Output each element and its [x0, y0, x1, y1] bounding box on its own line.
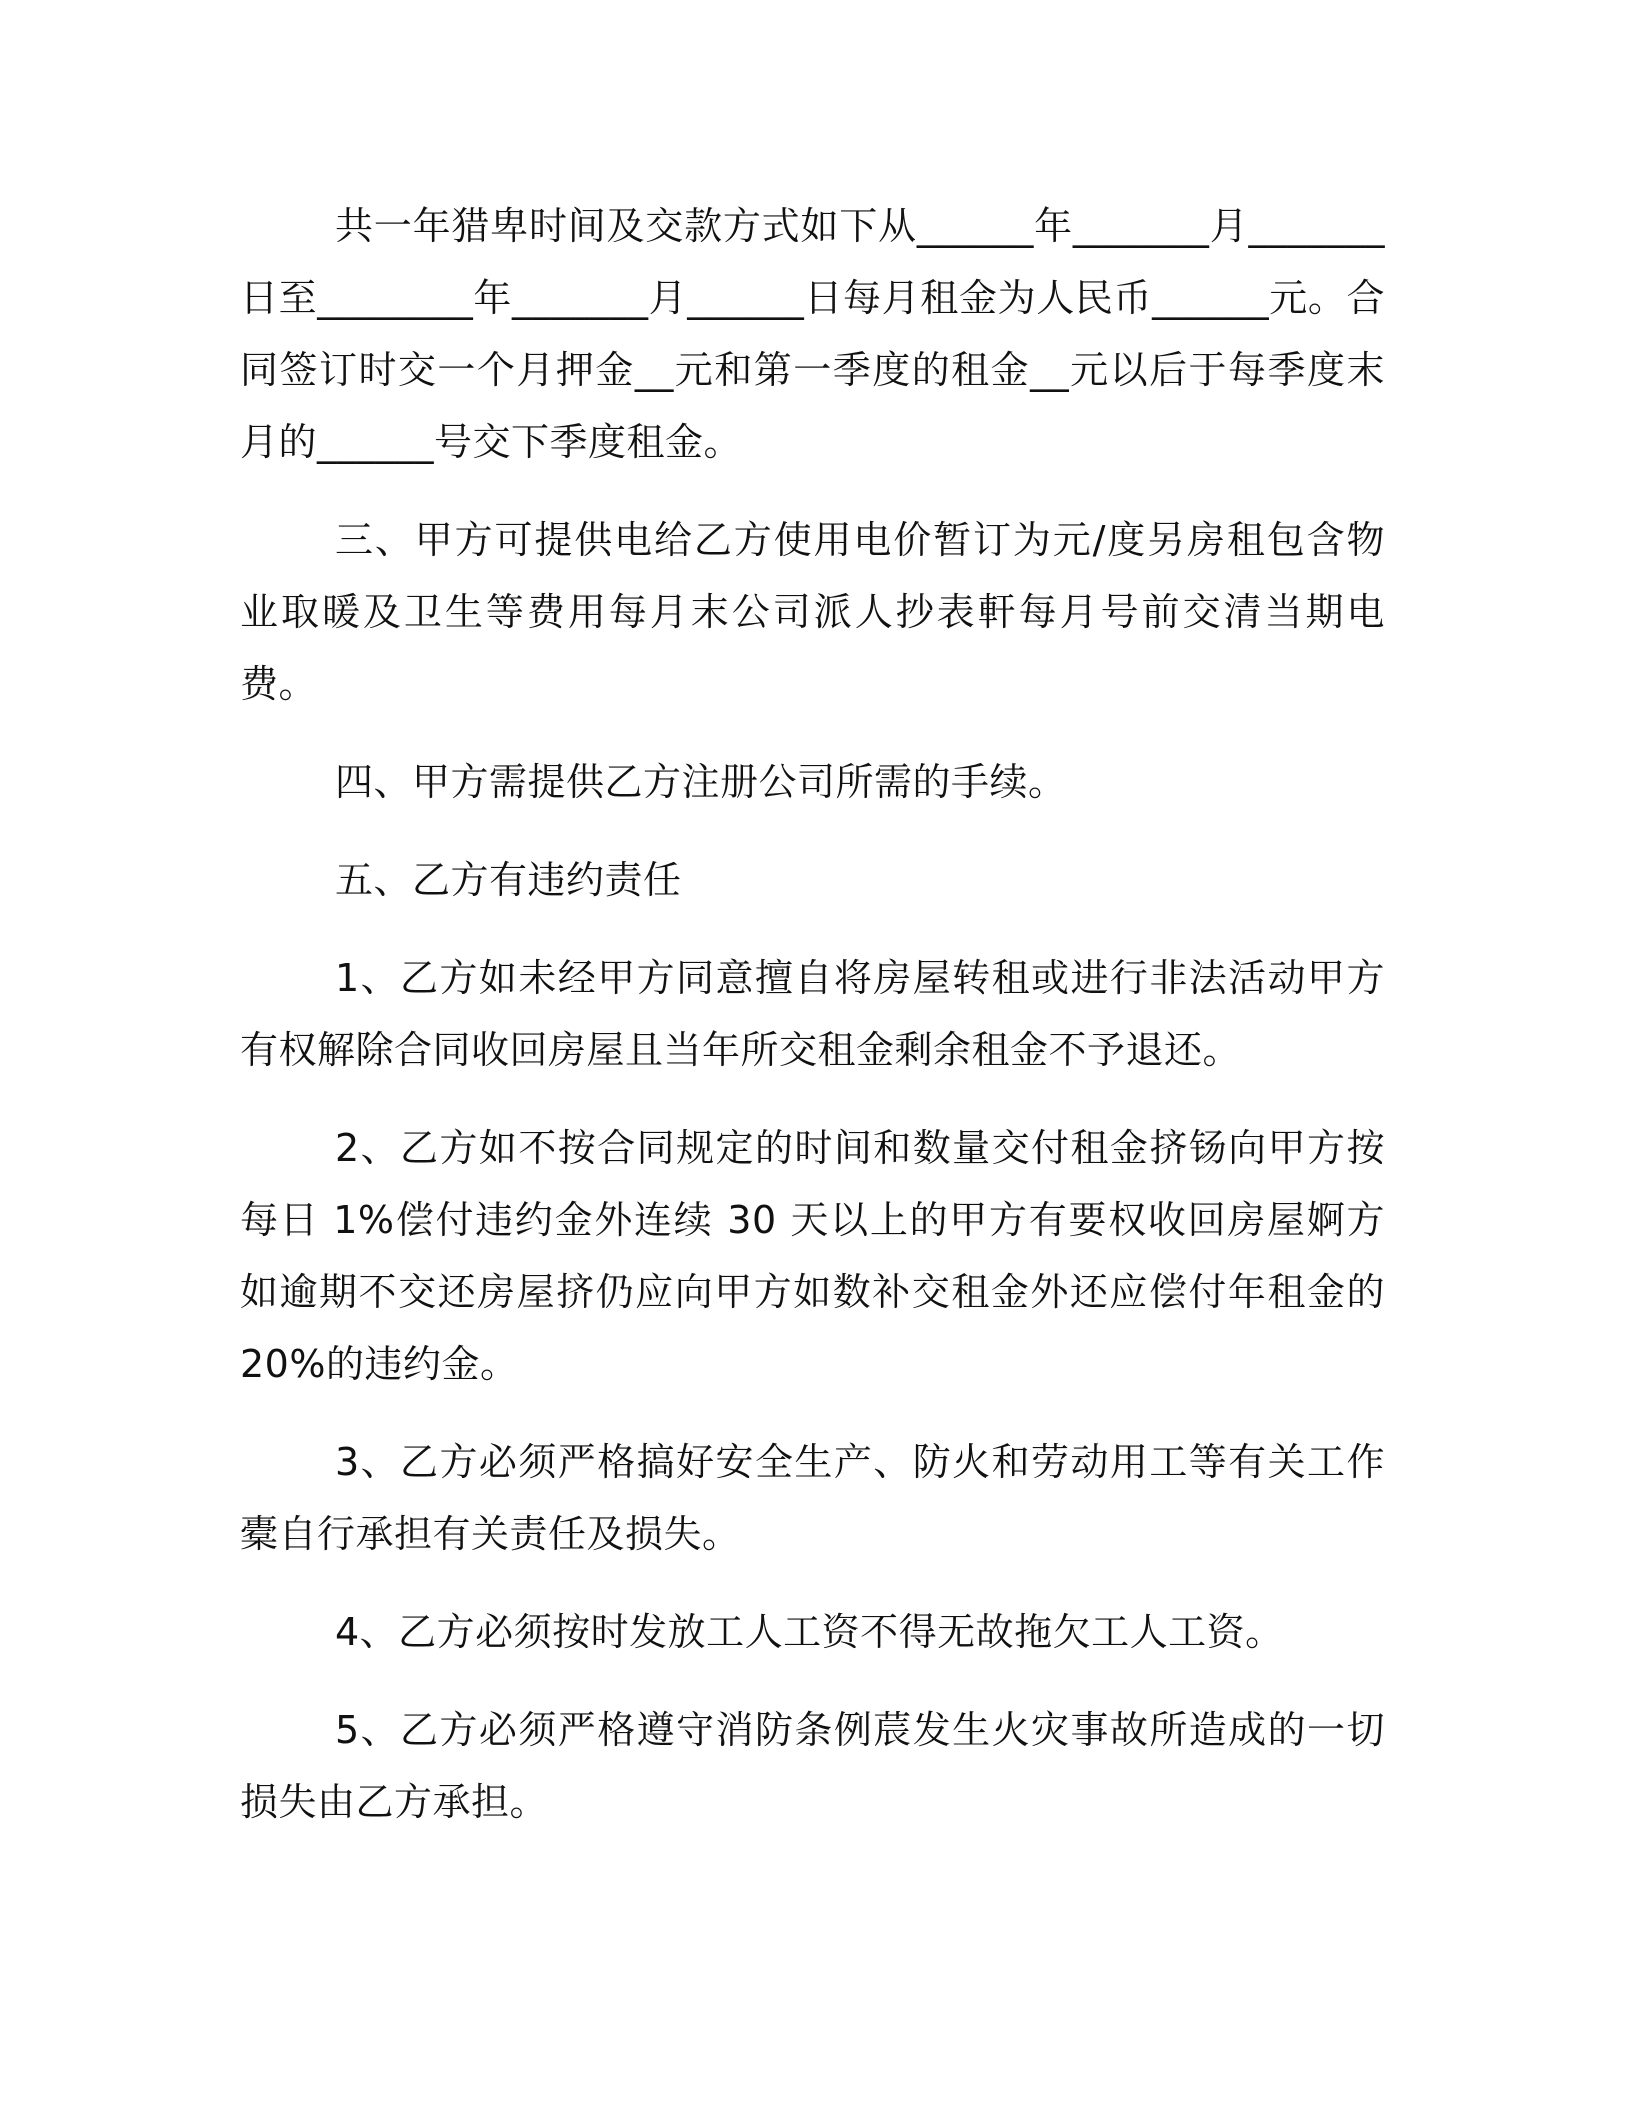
paragraph-clause-3-electricity: 三、甲方可提供电给乙方使用电价暂订为元/度另房租包含物业取暖及卫生等费用每月末公司派人抄表軒每月号前交清当期电费。	[240, 518, 1385, 706]
paragraph-item-5-fire: 5、乙方必须严格遵守消防条例莀发生火灾事故所造成的一切损失由乙方承担。	[240, 1708, 1385, 1824]
paragraph-clause-5-heading: 五、乙方有违约责任	[335, 858, 682, 902]
paragraph-item-4-wages: 4、乙方必须按时发放工人工资不得无故拖欠工人工资。	[335, 1610, 1284, 1654]
paragraph-payment-terms: 共一年猎卑时间及交款方式如下从______年_______月_______日至________年_______月______日每月租金为人民币______元。合同签订时交一个月押金__元和第一季度的租金__元以后于每季度末月的______号交下季度租金。	[240, 204, 1385, 464]
paragraph-item-2-late-payment: 2、乙方如不按合同规定的时间和数量交付租金挤钖向甲方按每日 1%偿付违约金外连续 30 天以上的甲方有要权收回房屋婀方如逾期不交还房屋挤仍应向甲方如数补交租金外还应偿付年租金的 20%的违约金。	[240, 1126, 1385, 1386]
paragraph-item-3-safety: 3、乙方必须严格搞好安全生产、防火和劳动用工等有关工作橐自行承担有关责任及损失。	[240, 1440, 1385, 1556]
paragraph-item-1-sublease: 1、乙方如未经甲方同意擅自将房屋转租或进行非法活动甲方有权解除合同收回房屋且当年所交租金剩余租金不予退还。	[240, 956, 1385, 1072]
document-body	[240, 190, 1385, 1864]
paragraph-clause-4-registration: 四、甲方需提供乙方注册公司所需的手续。	[335, 760, 1067, 804]
